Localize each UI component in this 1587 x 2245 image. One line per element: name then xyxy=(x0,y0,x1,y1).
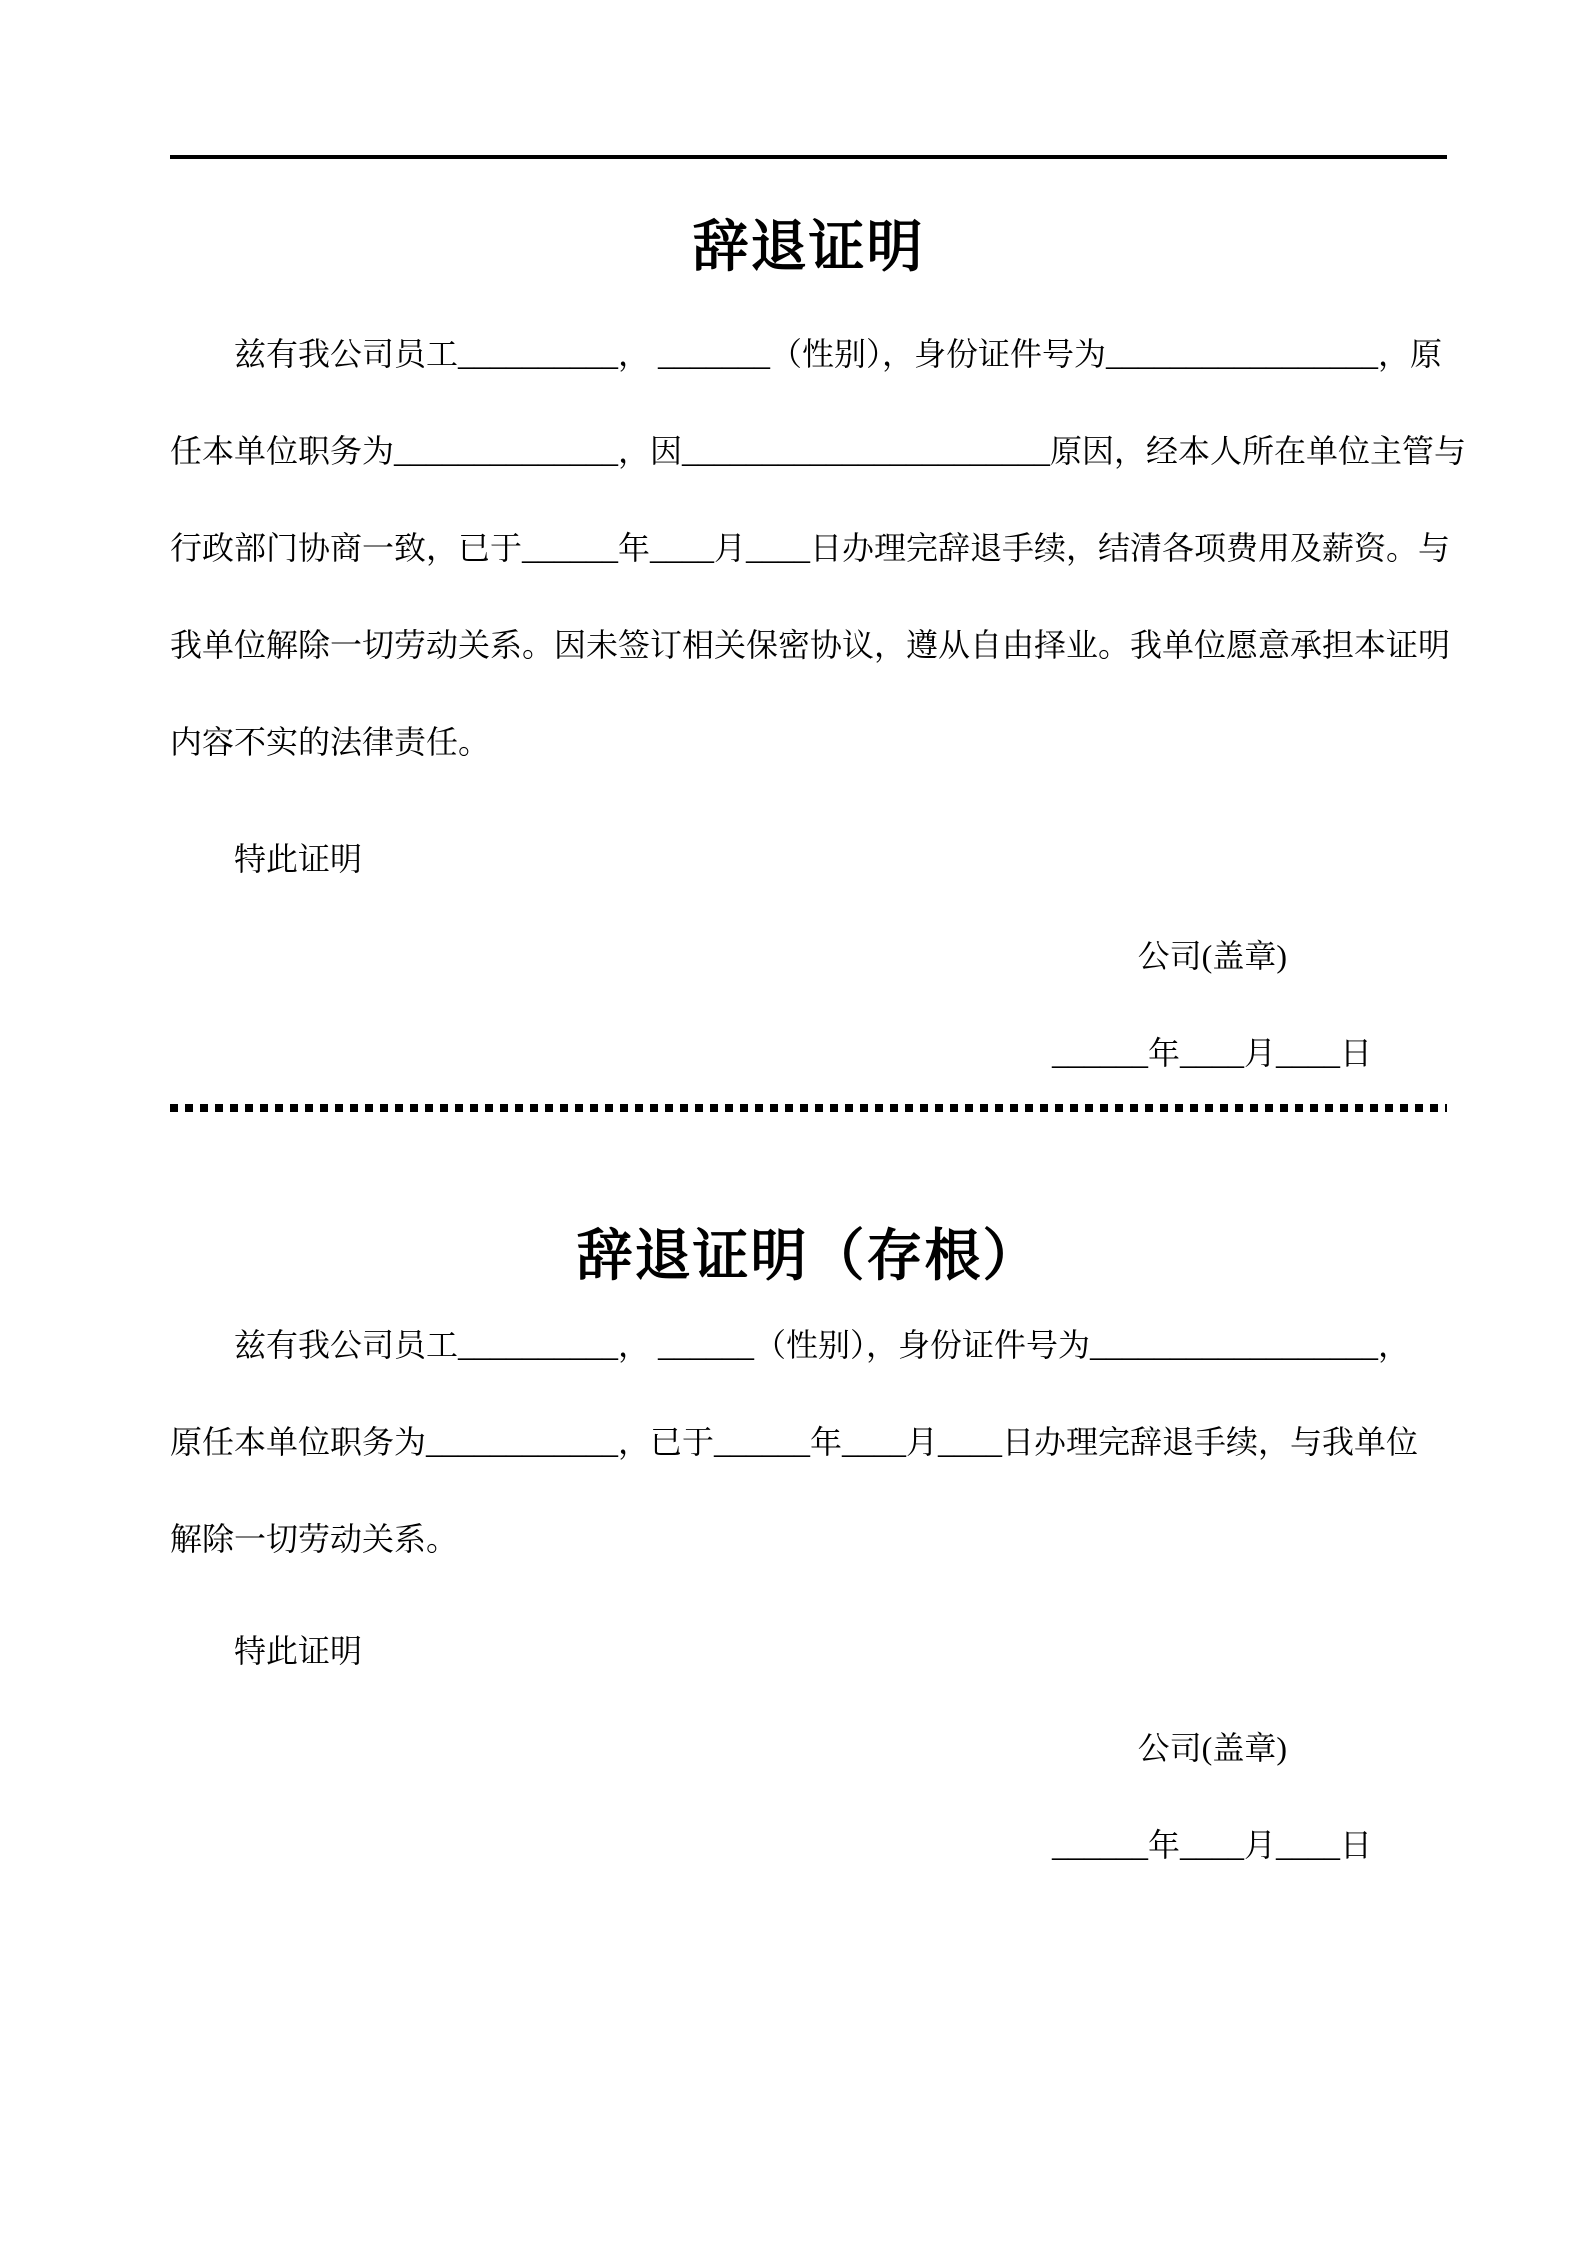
stub-body xyxy=(170,1297,1447,1588)
certificate-date-line: ______年____月____日 xyxy=(1051,1035,1372,1071)
stub-date-line: ______年____月____日 xyxy=(1051,1827,1372,1863)
stub-body-line: 兹有我公司员工__________， ______（性别），身份证件号为__________________， xyxy=(234,1327,1411,1363)
stub-closing: 特此证明 xyxy=(234,1633,363,1669)
header-rule xyxy=(170,155,1447,159)
stub-body-line: 原任本单位职务为____________，已于______年____月____日办理完辞退手续，与我单位 xyxy=(170,1424,1419,1460)
stub-body-line: 解除一切劳动关系。 xyxy=(170,1521,459,1557)
stub-title: 辞退证明（存根） xyxy=(576,1226,1041,1288)
certificate-body-line: 行政部门协商一致，已于______年____月____日办理完辞退手续，结清各项费用及薪资。与 xyxy=(170,530,1451,566)
document-content xyxy=(0,155,1587,1894)
certificate-closing: 特此证明 xyxy=(234,841,363,877)
certificate-body xyxy=(170,306,1467,791)
certificate-body-line: 我单位解除一切劳动关系。因未签订相关保密协议，遵从自由择业。我单位愿意承担本证明 xyxy=(170,627,1451,663)
certificate-body-line: 任本单位职务为______________，因_______________________原因，经本人所在单位主管与 xyxy=(170,433,1467,469)
stub-seal-label: 公司(盖章) xyxy=(1137,1730,1287,1766)
certificate-body-line: 兹有我公司员工__________， _______（性别），身份证件号为_________________，原 xyxy=(234,336,1443,372)
tear-off-dashed-divider xyxy=(170,1104,1447,1112)
certificate-body-line: 内容不实的法律责任。 xyxy=(170,724,491,760)
certificate-title: 辞退证明 xyxy=(692,217,925,279)
certificate-seal-label: 公司(盖章) xyxy=(1137,938,1287,974)
